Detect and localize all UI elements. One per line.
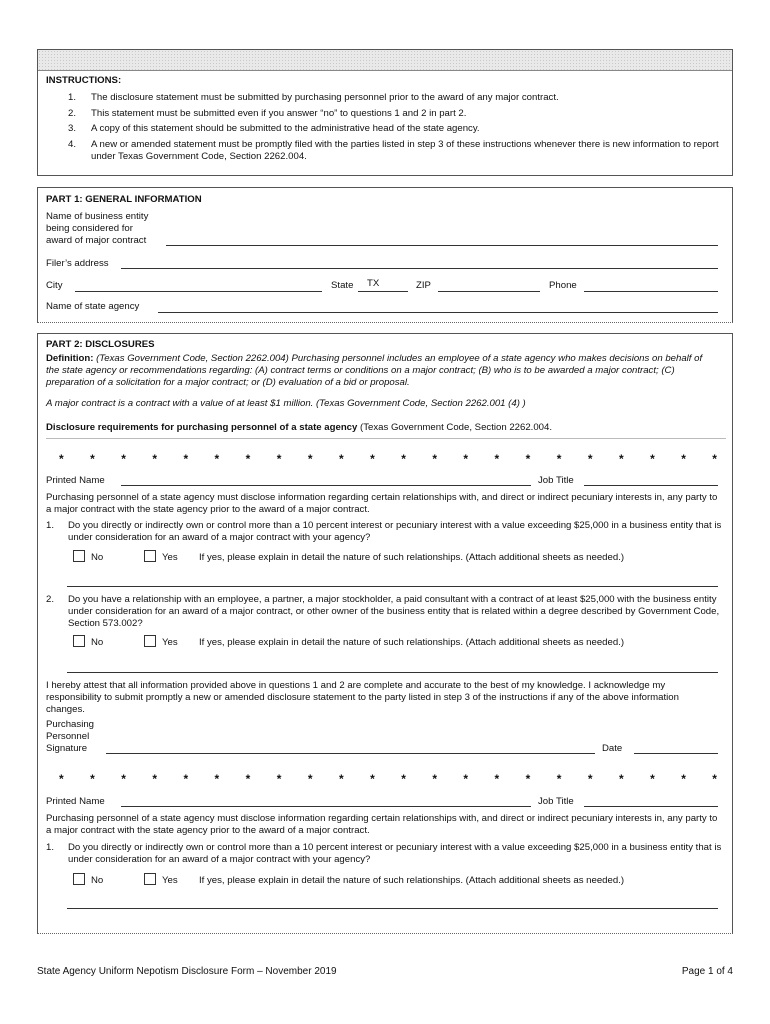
star: *: [338, 452, 344, 466]
filer-address-field[interactable]: [121, 268, 718, 269]
part2-heading: PART 2: DISCLOSURES: [46, 339, 155, 350]
attestation-text: I hereby attest that all information provided above in questions 1 and 2 are complete and accurate to the best of my knowledge. I acknowledge my responsibility to submit promptly a new or amended disclosure statement to the party listed in step 3 of the instructions if any of the above information changes.: [46, 680, 679, 715]
q1-text-2: Do you directly or indirectly own or control more than a 10 percent interest or pecuniary interest with a value exceeding $25,000 in a business entity that is under consideration for an award of a major contract with your agency?: [68, 842, 722, 865]
phone-label: Phone: [549, 280, 577, 291]
star: *: [245, 772, 251, 786]
state-field[interactable]: [358, 278, 408, 292]
star: *: [338, 772, 344, 786]
star-separator-1: [59, 452, 717, 467]
star: *: [681, 772, 686, 786]
q1-no-label-1: No: [91, 552, 104, 563]
star: *: [121, 452, 126, 466]
star: *: [432, 452, 437, 466]
star: *: [618, 452, 624, 466]
star: *: [463, 772, 469, 786]
star: *: [214, 772, 220, 786]
instruction-num-2: 2.: [68, 108, 77, 119]
q2-explain-text: If yes, please explain in detail the nature of such relationships. (Attach additional sheets as needed.): [199, 637, 625, 648]
q1-explain-text-1: If yes, please explain in detail the nature of such relationships. (Attach additional sheets as needed.): [199, 552, 625, 563]
star: *: [494, 452, 500, 466]
definition-label: Definition:: [46, 353, 94, 364]
star: *: [556, 772, 562, 786]
city-label: City: [46, 280, 63, 291]
star: *: [587, 772, 593, 786]
printed-name-field-1[interactable]: [121, 485, 531, 486]
phone-field[interactable]: [584, 291, 718, 292]
printed-name-label-2: Printed Name: [46, 796, 105, 807]
star: *: [59, 452, 64, 466]
star: *: [401, 452, 406, 466]
q1-yes-label-1: Yes: [162, 552, 178, 563]
star-separator-2: [59, 772, 717, 787]
star: *: [307, 452, 313, 466]
q1-no-label-2: No: [91, 875, 104, 886]
q2-yes-label: Yes: [162, 637, 178, 648]
instruction-num-4: 4.: [68, 139, 77, 150]
star: *: [712, 772, 717, 786]
instruction-text-4: A new or amended statement must be promptly filed with the parties listed in step 3 of these instructions whenever there is new information to report under Texas Government Code, Section 2262.004.: [91, 139, 719, 162]
definition-paragraph: [46, 353, 706, 389]
requirements-divider: [46, 438, 726, 439]
star: *: [432, 772, 437, 786]
business-entity-field[interactable]: [166, 245, 718, 246]
star: *: [681, 452, 686, 466]
instruction-num-3: 3.: [68, 123, 77, 134]
star: *: [618, 772, 624, 786]
q1-yes-label-2: Yes: [162, 875, 178, 886]
disclosure-requirements-bold: Disclosure requirements for purchasing personnel of a state agency: [46, 422, 358, 433]
job-title-label-1: Job Title: [538, 475, 574, 486]
signature-label-line-2: Personnel: [46, 731, 90, 742]
star: *: [370, 452, 375, 466]
instructions-section: [37, 49, 733, 176]
star: *: [525, 772, 531, 786]
q2-explanation-field[interactable]: [67, 672, 718, 673]
star: *: [183, 452, 189, 466]
star: *: [245, 452, 251, 466]
footer-page-number: Page 1 of 4: [681, 966, 733, 977]
star: *: [307, 772, 313, 786]
q1-no-checkbox-1[interactable]: [73, 550, 85, 562]
job-title-label-2: Job Title: [538, 796, 574, 807]
star: *: [90, 452, 95, 466]
q1-number-2: 1.: [46, 842, 55, 853]
disclosure-requirements-rest: (Texas Government Code, Section 2262.004.: [357, 422, 553, 433]
star: *: [401, 772, 406, 786]
entity-label-line-1: Name of business entity: [46, 211, 149, 222]
signature-label-line-3: Signature: [46, 743, 88, 754]
part2-section: [37, 333, 733, 934]
q2-number: 2.: [46, 594, 55, 605]
q1-yes-checkbox-1[interactable]: [144, 550, 156, 562]
star: *: [276, 452, 282, 466]
instructions-header-bar: [38, 50, 732, 71]
star: *: [650, 772, 655, 786]
star: *: [152, 452, 157, 466]
star: *: [712, 452, 717, 466]
signature-field[interactable]: [106, 753, 595, 754]
q1-text-1: Do you directly or indirectly own or control more than a 10 percent interest or pecuniary interest with a value exceeding $25,000 in a business entity that is under consideration for an award of a major contract with your agency?: [68, 520, 722, 543]
q2-no-checkbox[interactable]: [73, 635, 85, 647]
must-disclose-text-2: Purchasing personnel of a state agency must disclose information regarding certain relationships with, and direct or indirect pecuniary interests in, any party to a major contract with the state agency prior to the award of a major contract.: [46, 813, 718, 836]
printed-name-label-1: Printed Name: [46, 475, 105, 486]
star: *: [183, 772, 189, 786]
job-title-field-1[interactable]: [584, 485, 718, 486]
signature-label-line-1: Purchasing: [46, 719, 94, 730]
star: *: [556, 452, 562, 466]
date-field[interactable]: [634, 753, 718, 754]
zip-field[interactable]: [438, 291, 540, 292]
filer-address-label: Filer’s address: [46, 258, 109, 269]
star: *: [276, 772, 282, 786]
instruction-text-3: A copy of this statement should be submitted to the administrative head of the state agency.: [91, 123, 480, 134]
q1-number-1: 1.: [46, 520, 55, 531]
state-label: State: [331, 280, 354, 291]
q2-text: Do you have a relationship with an employee, a partner, a major stockholder, a paid consultant with a contract of at least $25,000 with the business entity under consideration for an award of a major contract, or other owner of the business entity that is related within a degree described by Government Code, Section 573.002?: [68, 594, 720, 629]
state-agency-field[interactable]: [158, 312, 718, 313]
q1-explanation-field-2[interactable]: [67, 908, 718, 909]
star: *: [463, 452, 469, 466]
entity-label-line-3: award of major contract: [46, 235, 147, 246]
q2-no-label: No: [91, 637, 104, 648]
star: *: [494, 772, 500, 786]
star: *: [152, 772, 157, 786]
definition-text: (Texas Government Code, Section 2262.004) Purchasing personnel includes an employee of a state agency who makes decisions on behalf of the state agency or recommendations regarding: (A) contract terms or conditions on a major contract; (B) who is to be awarded a major contract; (C) preparation of a solicitation for a major contract; or (D) evaluation of a bid or proposal.: [46, 353, 703, 388]
star: *: [370, 772, 375, 786]
city-field[interactable]: [75, 291, 322, 292]
instruction-text-2: This statement must be submitted even if you answer “no” to questions 1 and 2 in part 2.: [91, 108, 467, 119]
star: *: [587, 452, 593, 466]
entity-label-line-2: being considered for: [46, 223, 133, 234]
star: *: [59, 772, 64, 786]
disclosure-requirements: [46, 422, 552, 434]
q1-explain-text-2: If yes, please explain in detail the nature of such relationships. (Attach additional sheets as needed.): [199, 875, 625, 886]
star: *: [525, 452, 531, 466]
printed-name-field-2[interactable]: [121, 806, 531, 807]
q1-yes-checkbox-2[interactable]: [144, 873, 156, 885]
part1-section: [37, 187, 733, 323]
star: *: [214, 452, 220, 466]
q1-explanation-field-1[interactable]: [67, 586, 718, 587]
must-disclose-text-1: Purchasing personnel of a state agency must disclose information regarding certain relationships with, and direct or indirect pecuniary interests in, any party to a major contract with the state agency prior to the award of a major contract.: [46, 492, 718, 515]
major-contract-text: A major contract is a contract with a value of at least $1 million. (Texas Government Code, Section 2262.001 (4) ): [46, 398, 526, 409]
state-value: TX: [367, 278, 380, 290]
q1-no-checkbox-2[interactable]: [73, 873, 85, 885]
q2-yes-checkbox[interactable]: [144, 635, 156, 647]
instruction-text-1: The disclosure statement must be submitted by purchasing personnel prior to the award of any major contract.: [91, 92, 559, 103]
zip-label: ZIP: [416, 280, 431, 291]
instructions-heading: INSTRUCTIONS:: [46, 75, 122, 86]
state-agency-label: Name of state agency: [46, 301, 140, 312]
date-label: Date: [602, 743, 623, 754]
instruction-num-1: 1.: [68, 92, 77, 103]
job-title-field-2[interactable]: [584, 806, 718, 807]
star: *: [121, 772, 126, 786]
star: *: [90, 772, 95, 786]
footer-form-title: State Agency Uniform Nepotism Disclosure Form – November 2019: [37, 966, 337, 977]
star: *: [650, 452, 655, 466]
part1-heading: PART 1: GENERAL INFORMATION: [46, 194, 202, 205]
